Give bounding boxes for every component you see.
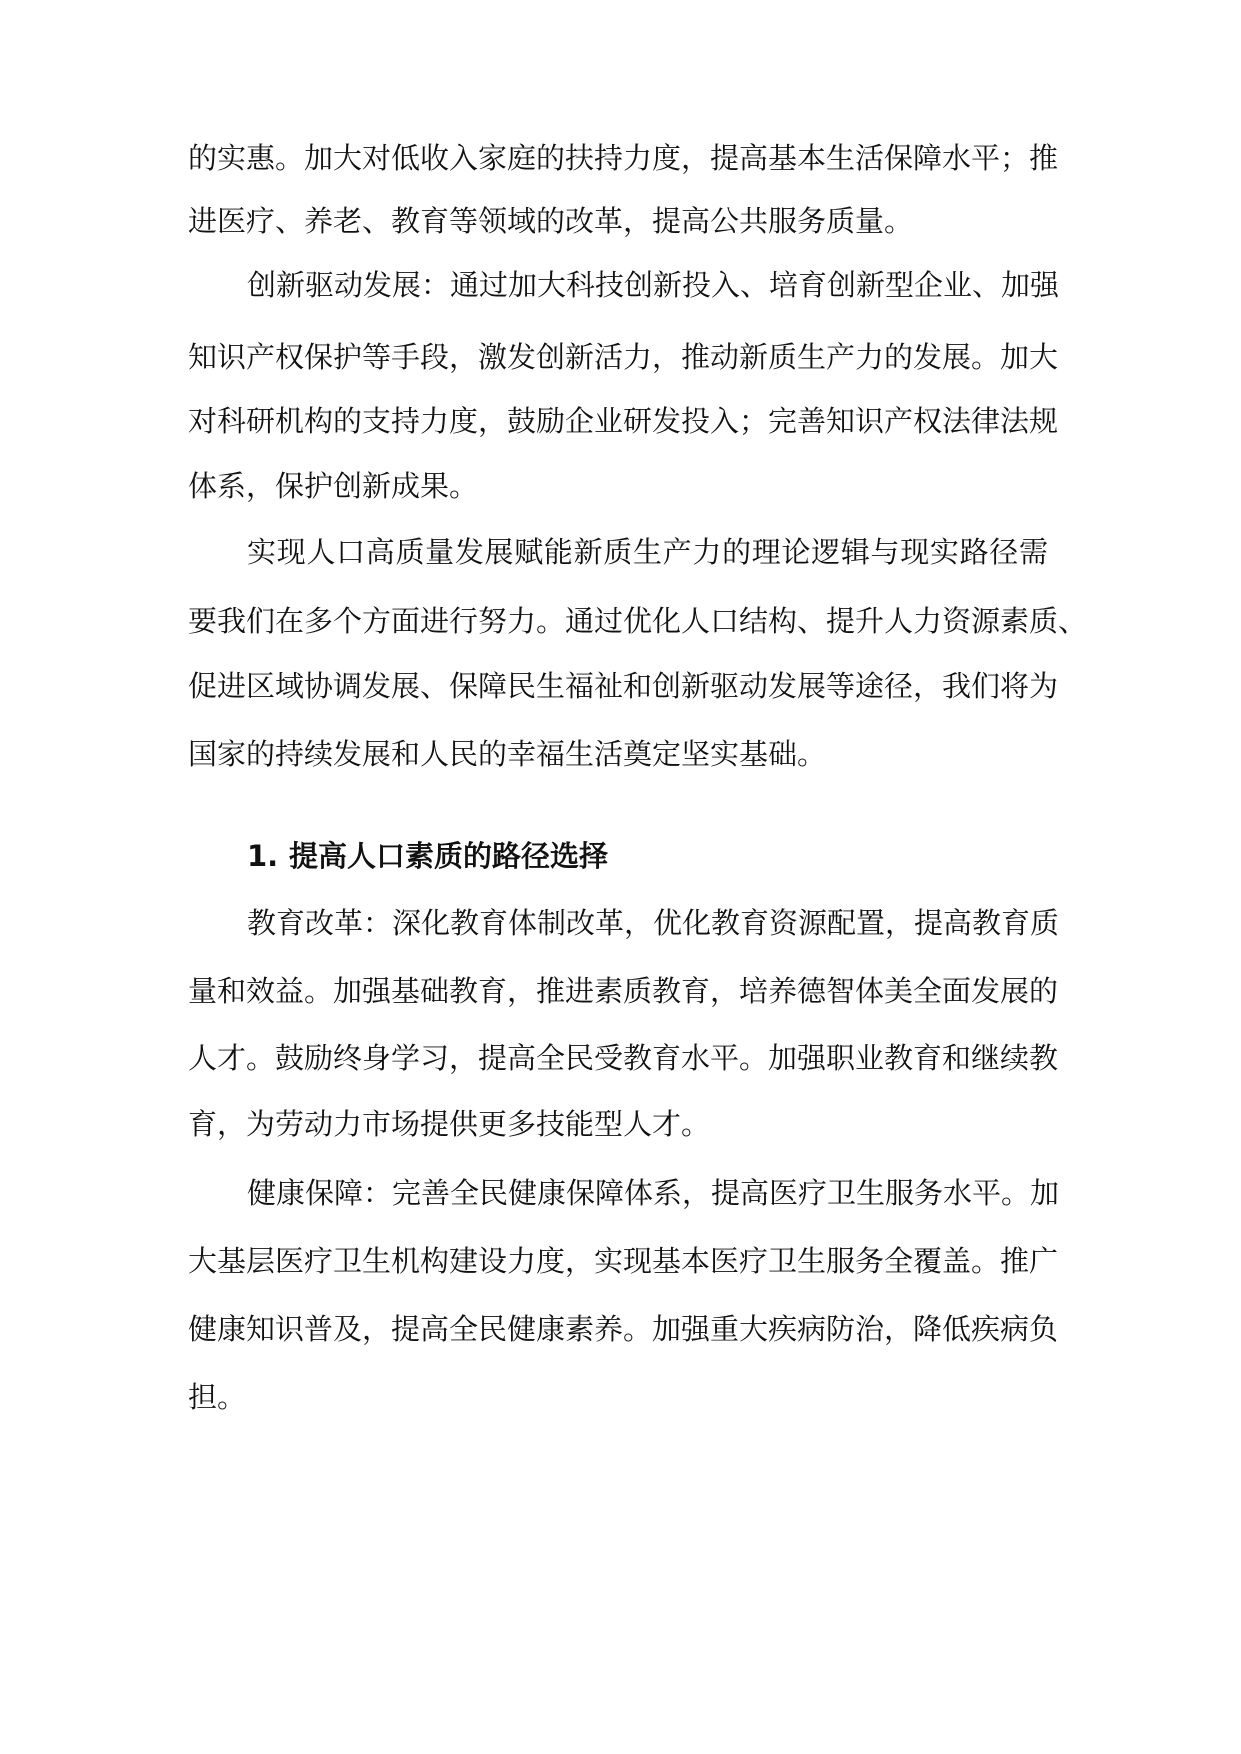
paragraph-line: 进医疗、养老、教育等领域的改革，提高公共服务质量。 <box>188 204 914 238</box>
section-title: 提高人口素质的路径选择 <box>289 839 609 873</box>
paragraph-line: 国家的持续发展和人民的幸福生活奠定坚实基础。 <box>188 737 827 771</box>
paragraph-line: 的实惠。加大对低收入家庭的扶持力度，提高基本生活保障水平；推 <box>188 141 1059 175</box>
paragraph-line: 人才。鼓励终身学习，提高全民受教育水平。加强职业教育和继续教 <box>188 1041 1059 1075</box>
paragraph-line: 体系，保护创新成果。 <box>188 469 479 503</box>
paragraph-line: 大基层医疗卫生机构建设力度，实现基本医疗卫生服务全覆盖。推广 <box>188 1244 1059 1278</box>
paragraph-line: 健康知识普及，提高全民健康素养。加强重大疾病防治，降低疾病负 <box>188 1312 1059 1346</box>
paragraph-line: 知识产权保护等手段，激发创新活力，推动新质生产力的发展。加大 <box>188 340 1059 374</box>
section-heading <box>247 836 608 876</box>
paragraph-line: 促进区域协调发展、保障民生福祉和创新驱动发展等途径，我们将为 <box>188 669 1059 703</box>
section-number: 1. <box>247 839 279 873</box>
paragraph-line: 量和效益。加强基础教育，推进素质教育，培养德智体美全面发展的 <box>188 974 1059 1008</box>
paragraph-line: 育，为劳动力市场提供更多技能型人才。 <box>188 1107 711 1141</box>
paragraph-line: 实现人口高质量发展赋能新质生产力的理论逻辑与现实路径需 <box>247 535 1048 569</box>
paragraph-line: 创新驱动发展：通过加大科技创新投入、培育创新型企业、加强 <box>247 268 1060 302</box>
paragraph-line: 要我们在多个方面进行努力。通过优化人口结构、提升人力资源素质、 <box>188 604 1088 638</box>
paragraph-line: 健康保障：完善全民健康保障体系，提高医疗卫生服务水平。加 <box>247 1176 1060 1210</box>
paragraph-line: 对科研机构的支持力度，鼓励企业研发投入；完善知识产权法律法规 <box>188 404 1059 438</box>
paragraph-line: 教育改革：深化教育体制改革，优化教育资源配置，提高教育质 <box>247 906 1060 940</box>
paragraph-line: 担。 <box>188 1380 247 1414</box>
